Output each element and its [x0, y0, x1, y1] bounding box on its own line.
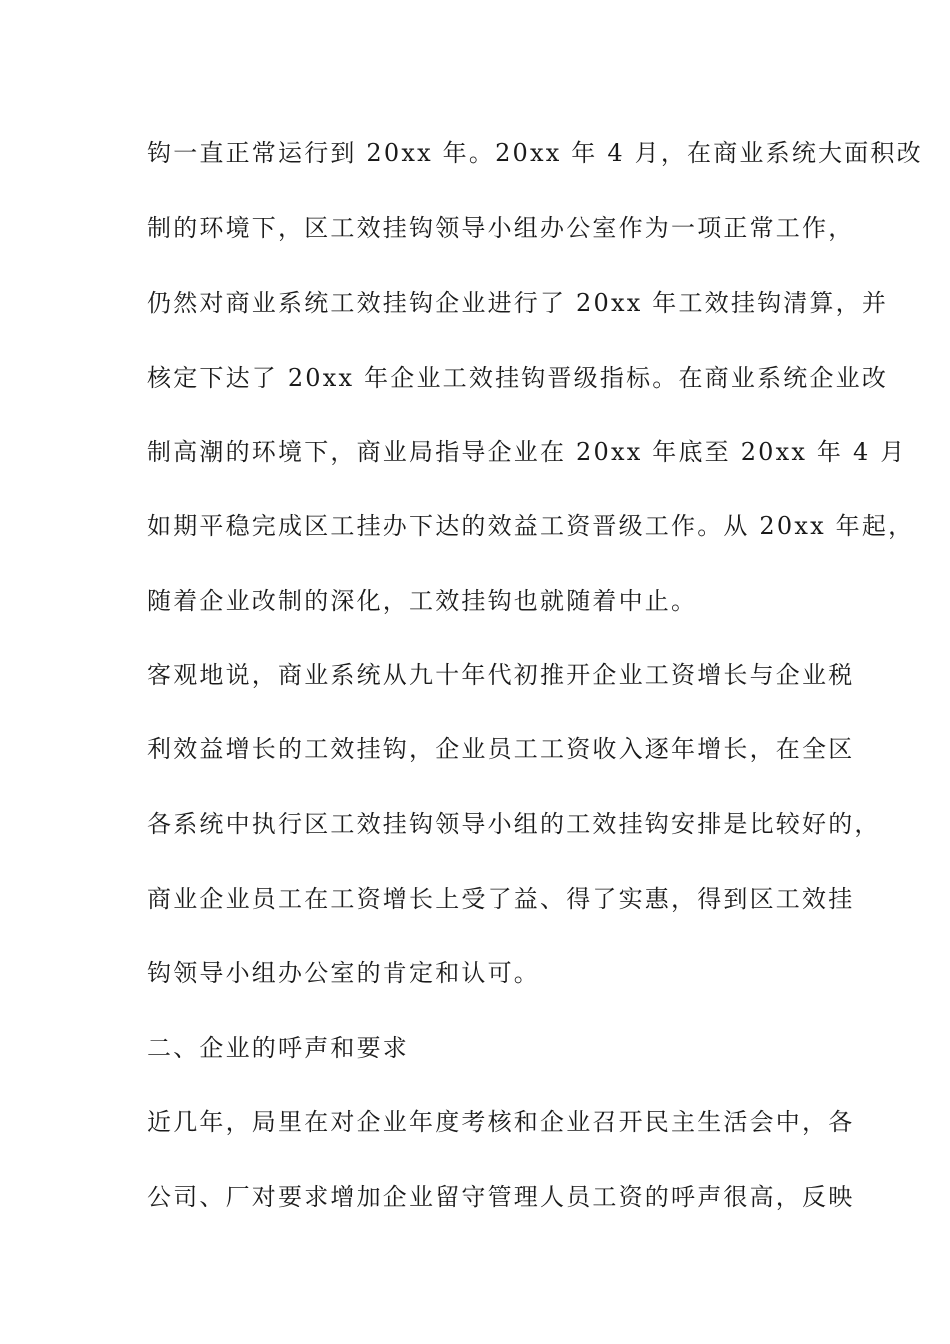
text-line: 利效益增长的工效挂钩，企业员工工资收入逐年增长，在全区	[147, 735, 855, 763]
section-heading: 二、企业的呼声和要求	[147, 1034, 409, 1062]
text-line: 仍然对商业系统工效挂钩企业进行了 20xx 年工效挂钩清算，并	[147, 289, 889, 317]
text-line: 制的环境下，区工效挂钩领导小组办公室作为一项正常工作，	[147, 214, 855, 242]
text-line: 公司、厂对要求增加企业留守管理人员工资的呼声很高，反映	[147, 1183, 855, 1211]
text-line: 商业企业员工在工资增长上受了益、得了实惠，得到区工效挂	[147, 885, 855, 913]
text-line: 近几年，局里在对企业年度考核和企业召开民主生活会中，各	[147, 1108, 855, 1136]
text-line: 钩领导小组办公室的肯定和认可。	[147, 959, 540, 987]
text-line: 制高潮的环境下，商业局指导企业在 20xx 年底至 20xx 年 4 月	[147, 438, 907, 466]
text-line: 钩一直正常运行到 20xx 年。20xx 年 4 月，在商业系统大面积改	[147, 139, 923, 167]
text-line: 核定下达了 20xx 年企业工效挂钩晋级指标。在商业系统企业改	[147, 364, 889, 392]
text-line: 随着企业改制的深化，工效挂钩也就随着中止。	[147, 587, 698, 615]
text-line: 各系统中执行区工效挂钩领导小组的工效挂钩安排是比较好的，	[147, 810, 881, 838]
text-line: 如期平稳完成区工挂办下达的效益工资晋级工作。从 20xx 年起，	[147, 512, 915, 540]
text-line: 客观地说，商业系统从九十年代初推开企业工资增长与企业税	[147, 661, 855, 689]
